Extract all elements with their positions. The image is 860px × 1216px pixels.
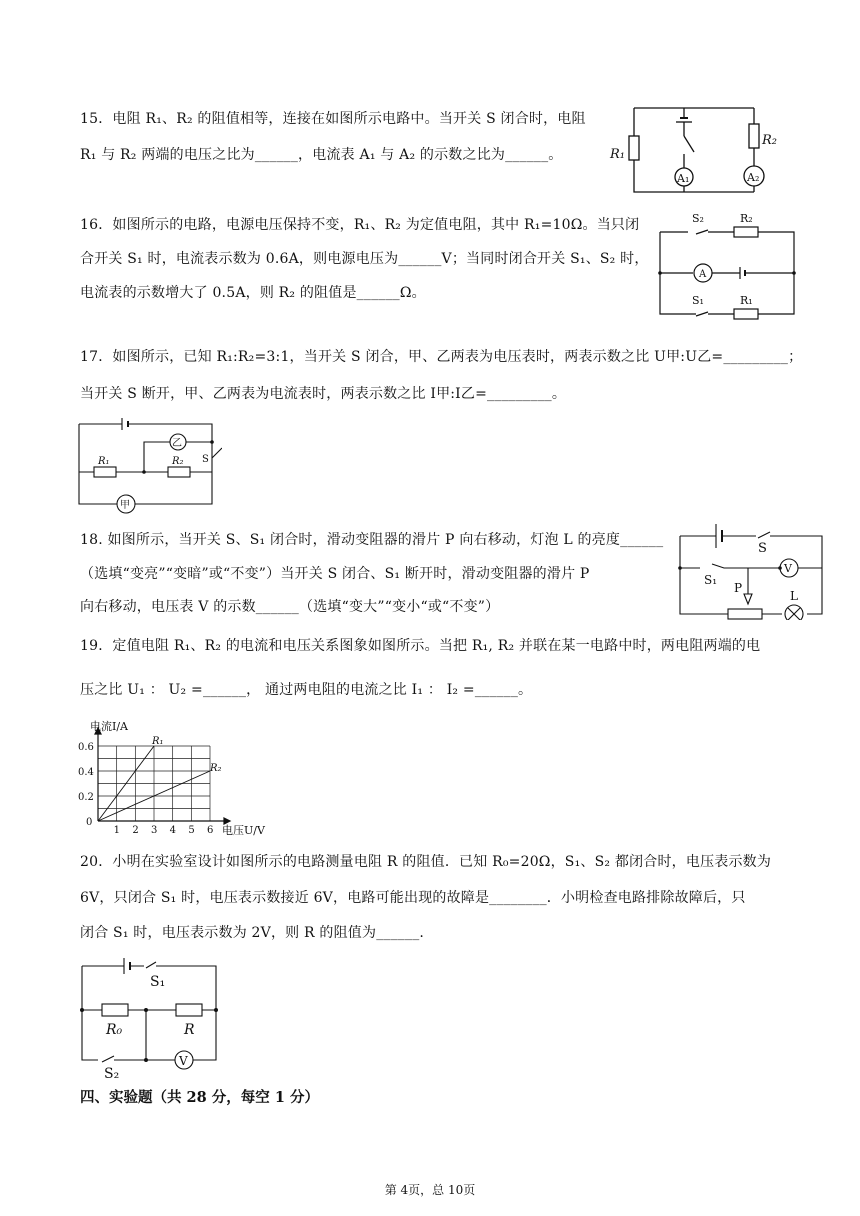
q18-line-2: （选填“变亮”“变暗”或“不变”）当开关 S 闭合、S₁ 断开时，滑动变阻器的滑片 P: [80, 566, 590, 582]
q16-label-r1: R₁: [740, 294, 753, 307]
q15-label-a2: A₂: [747, 171, 760, 184]
q16-line-2: 合开关 S₁ 时，电流表示数为 0.6A，则电源电压为______V；当同时闭合开关 S₁、S₂ 时，: [80, 251, 649, 267]
q17-label-s: S: [202, 454, 209, 465]
q20-line-1: 20．小明在实验室设计如图所示的电路测量电阻 R 的阻值．已知 R₀=20Ω，S₁、S₂ 都闭合时，电压表示数为: [80, 854, 772, 870]
y-tick-label: 0.4: [78, 767, 94, 778]
q15-label-a1: A₁: [677, 172, 690, 185]
q20-label-s1: S₁: [150, 974, 166, 990]
q16-label-a: A: [699, 269, 707, 280]
q15-circuit-diagram: [604, 96, 780, 206]
q19-line-1: 19．定值电阻 R₁、R₂ 的电流和电压关系图象如图所示。当把 R₁, R₂ 并联在某一电路中时，两电阻两端的电: [80, 638, 761, 654]
q18-circuit-diagram: [672, 516, 832, 620]
page-footer: 第 4页，总 10页: [384, 1183, 476, 1197]
x-tick-label: 4: [169, 825, 177, 836]
q18-line-1: 18. 如图所示，当开关 S、S₁ 闭合时，滑动变阻器的滑片 P 向右移动，灯泡 L 的亮度______: [80, 532, 664, 548]
q20-label-s2: S₂: [104, 1066, 120, 1080]
q16-label-r2: R₂: [740, 212, 753, 225]
q18-label-v: V: [784, 562, 792, 575]
q19-line-2: 压之比 U₁ ： U₂ =______， 通过两电阻的电流之比 I₁ ： I₂ =______。: [80, 682, 533, 698]
q20-label-v: V: [179, 1054, 188, 1068]
q18-label-p: P: [734, 581, 743, 595]
q17-circuit-diagram: [76, 412, 222, 516]
q17-line-2: 当开关 S 断开，甲、乙两表为电流表时，两表示数之比 I甲:I乙=_________。: [80, 386, 567, 402]
q20-line-2: 6V，只闭合 S₁ 时，电压表示数接近 6V，电路可能出现的故障是________．小明检查电路排除故障后，只: [80, 890, 746, 906]
x-tick-label: 1: [113, 825, 121, 836]
q19-iv-chart: [76, 716, 286, 840]
q15-label-r2: R₂: [762, 133, 777, 148]
q16-line-1: 16．如图所示的电路，电源电压保持不变，R₁、R₂ 为定值电阻，其中 R₁=10Ω。当只闭: [80, 217, 640, 233]
origin-label: 0: [86, 817, 93, 828]
q20-circuit-diagram: [76, 950, 226, 1080]
q18-line-3: 向右移动，电压表 V 的示数______（选填“变大”“变小“或“不变”）: [80, 599, 500, 615]
q20-label-r: R: [184, 1022, 195, 1038]
x-tick-label: 5: [188, 825, 195, 836]
q17-line-1: 17．如图所示，已知 R₁:R₂=3:1，当开关 S 闭合，甲、乙两表为电压表时，两表示数之比 U甲:U乙=_________；: [80, 349, 803, 365]
q20-line-3: 闭合 S₁ 时，电压表示数为 2V，则 R 的阻值为______.: [80, 925, 425, 941]
q19-x-axis-label: 电压U/V: [222, 824, 265, 837]
section-heading-experiment: 四、实验题（共 28 分，每空 1 分）: [80, 1089, 319, 1106]
q16-circuit-diagram: [652, 208, 802, 326]
q18-label-s: S: [758, 541, 767, 556]
y-tick-label: 0.2: [78, 792, 94, 803]
q17-label-jia: 甲: [120, 500, 130, 511]
q17-label-yi: 乙: [172, 438, 182, 449]
q15-label-r1: R₁: [610, 147, 625, 162]
q17-label-r1: R₁: [98, 456, 110, 467]
x-tick-label: 3: [151, 825, 158, 836]
x-tick-label: 2: [132, 825, 139, 836]
q15-line-1: 15．电阻 R₁、R₂ 的阻值相等，连接在如图所示电路中。当开关 S 闭合时，电阻: [80, 111, 586, 127]
x-tick-label: 6: [207, 825, 214, 836]
q17-label-r2: R₂: [172, 456, 184, 467]
y-tick-label: 0.6: [78, 742, 94, 753]
q18-label-s1: S₁: [704, 573, 718, 587]
q20-label-r0: R₀: [106, 1022, 123, 1038]
q18-label-l: L: [790, 589, 798, 603]
q16-label-s1: S₁: [692, 294, 704, 307]
q16-label-s2: S₂: [692, 212, 704, 225]
series-label-2: R₂: [210, 763, 222, 774]
q15-line-2: R₁ 与 R₂ 两端的电压之比为______，电流表 A₁ 与 A₂ 的示数之比为______。: [80, 147, 563, 163]
q16-line-3: 电流表的示数增大了 0.5A，则 R₂ 的阻值是______Ω。: [80, 285, 426, 301]
q19-y-axis-label: 电流I/A: [90, 720, 128, 733]
series-label-1: R₁: [152, 736, 164, 747]
